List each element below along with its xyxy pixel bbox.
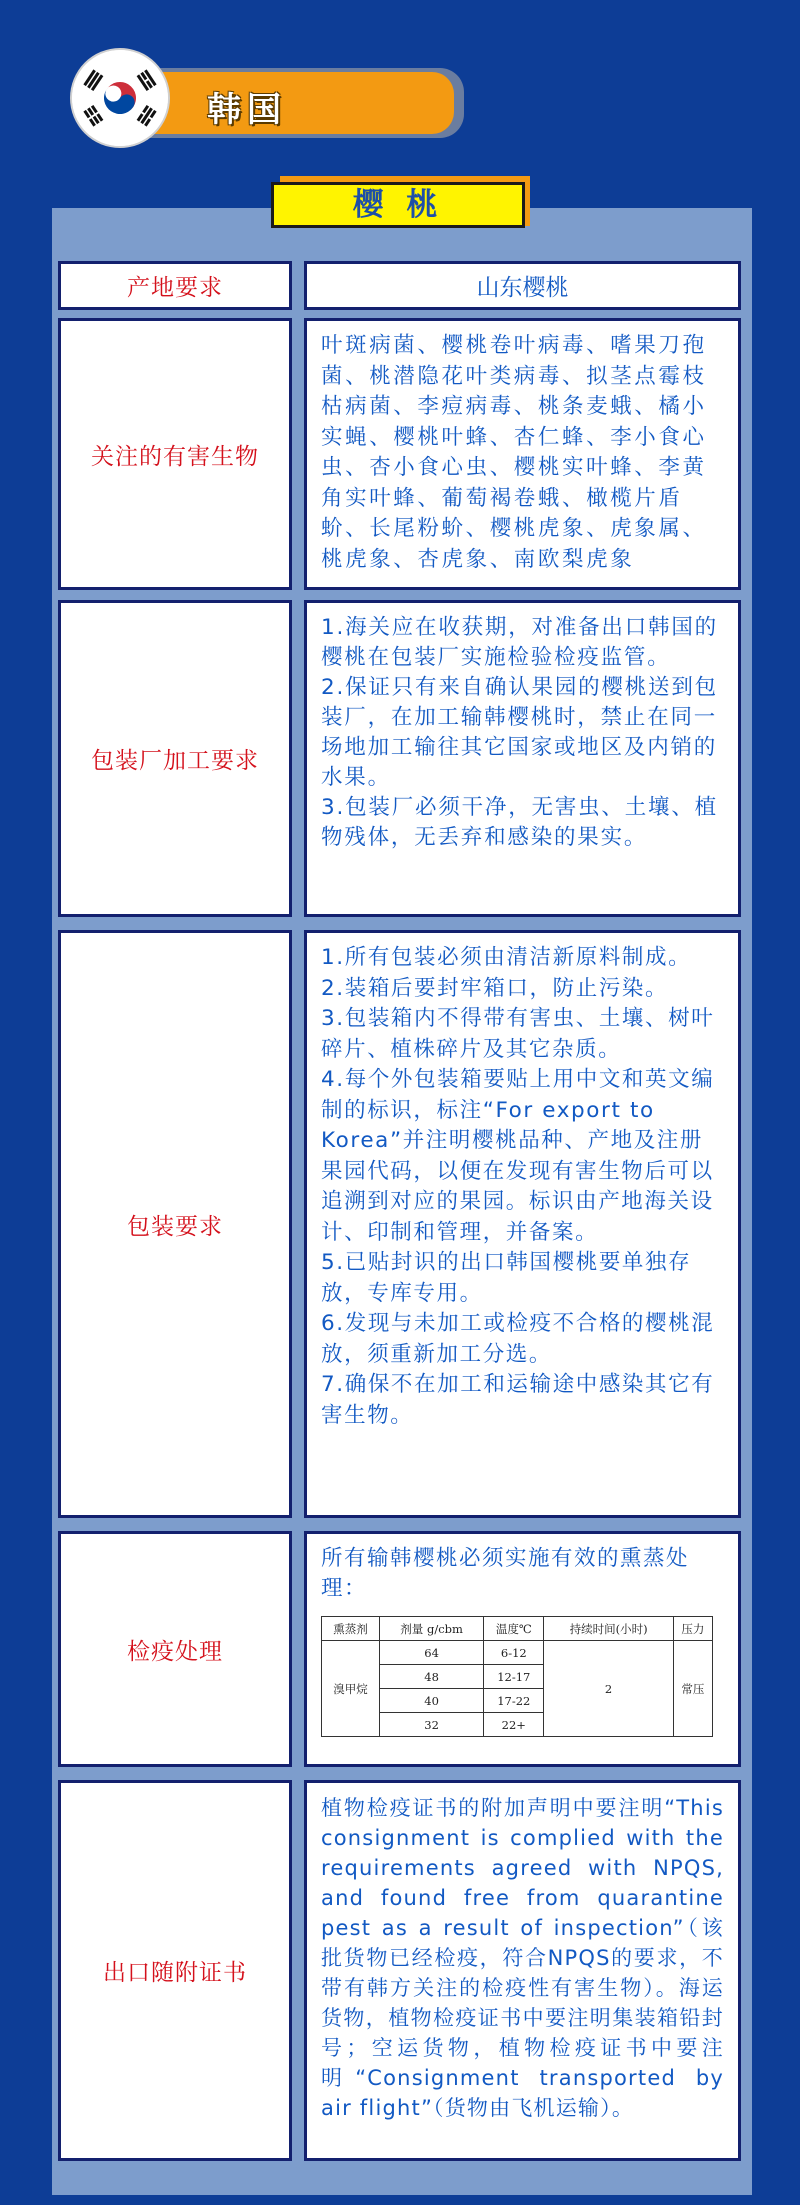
packaging-item: 3.包装箱内不得带有害虫、土壤、树叶碎片、植株碎片及其它杂质。	[321, 1006, 715, 1062]
packing-house-item: 1.海关应在收获期，对准备出口韩国的樱桃在包装厂实施检验检疫监管。	[321, 615, 718, 670]
packing-house-label: 包装厂加工要求	[91, 748, 259, 774]
pressure-cell: 常压	[673, 1641, 712, 1737]
origin-label-cell	[58, 261, 292, 310]
dose-cell: 32	[380, 1713, 484, 1737]
packing-house-value-cell	[304, 600, 741, 917]
packaging-label: 包装要求	[127, 1213, 223, 1240]
quarantine-intro: 所有输韩樱桃必须实施有效的熏蒸处理：	[321, 1546, 690, 1601]
packing-house-label-cell	[58, 600, 292, 917]
packaging-value-cell	[304, 930, 741, 1518]
temp-cell: 22+	[484, 1713, 544, 1737]
certificate-label: 出口随附证书	[103, 1960, 247, 1986]
origin-value-cell	[304, 261, 741, 310]
header-bar	[136, 72, 454, 134]
south-korea-flag-icon	[72, 50, 168, 146]
table-header: 压力	[673, 1617, 712, 1641]
temp-cell: 12-17	[484, 1665, 544, 1689]
certificate-value: 植物检疫证书的附加声明中要注明“This consignment is complied with the requirements agreed with NPQS, and found free from quarantine pest as a result of inspection”（该批货物已经检疫，符合NPQS的要求，不带有韩方关注的检疫性有害生物）。海运货物，植物检疫证书中要注明集装箱铅封号；空运货物，植物检疫证书中要注明“Consignment transported by air flight”（货物由飞机运输）。	[321, 1796, 724, 2120]
packing-house-item: 2.保证只有来自确认果园的樱桃送到包装厂，在加工输韩樱桃时，禁止在同一场地加工输往其它国家或地区及内销的水果。	[321, 675, 718, 790]
pests-value: 叶斑病菌、樱桃卷叶病毒、嗜果刀孢菌、桃潜隐花叶类病毒、拟茎点霉枝枯病菌、李痘病毒、桃条麦蛾、橘小实蝇、樱桃叶蜂、杏仁蜂、李小食心虫、杏小食心虫、樱桃实叶蜂、李黄角实叶蜂、葡萄褐卷蛾、橄榄片盾蚧、长尾粉蚧、樱桃虎象、虎象属、桃虎象、杏虎象、南欧梨虎象	[321, 333, 707, 572]
country-name: 韩国	[207, 90, 287, 130]
quarantine-label-cell	[58, 1531, 292, 1767]
country-header	[72, 50, 402, 150]
table-header: 持续时间(小时)	[544, 1617, 673, 1641]
packing-house-requirements	[307, 603, 738, 861]
table-header-row	[322, 1617, 713, 1641]
origin-value: 山东樱桃	[476, 275, 569, 301]
dose-cell: 48	[380, 1665, 484, 1689]
table-header: 温度℃	[484, 1617, 544, 1641]
product-title	[271, 182, 525, 228]
product-name: 樱 桃	[352, 187, 444, 223]
certificate-value-cell	[304, 1780, 741, 2161]
fumigation-table	[321, 1616, 713, 1737]
packaging-item: 5.已贴封识的出口韩国樱桃要单独存放，专库专用。	[321, 1250, 692, 1306]
origin-label: 产地要求	[127, 275, 223, 301]
packaging-item: 4.每个外包装箱要贴上用中文和英文编制的标识，标注“For export to Korea”并注明樱桃品种、产地及注册果园代码，以便在发现有害生物后可以追溯到对应的果园。标识由产地海关设计、印制和管理，并备案。	[321, 1067, 715, 1245]
packaging-item: 7.确保不在加工和运输途中感染其它有害生物。	[321, 1372, 715, 1428]
quarantine-value-cell	[304, 1531, 741, 1767]
dose-cell: 40	[380, 1689, 484, 1713]
pests-value-cell	[304, 318, 741, 590]
packaging-item: 6.发现与未加工或检疫不合格的樱桃混放，须重新加工分选。	[321, 1311, 715, 1367]
packing-house-item: 3.包装厂必须干净，无害虫、土壤、植物残体，无丢弃和感染的果实。	[321, 795, 718, 850]
quarantine-label: 检疫处理	[127, 1638, 223, 1665]
packaging-requirements	[307, 933, 738, 1439]
pests-label: 关注的有害生物	[91, 443, 259, 470]
packaging-item: 1.所有包装必须由清洁新原料制成。	[321, 945, 692, 970]
dose-cell: 64	[380, 1641, 484, 1665]
table-header: 熏蒸剂	[322, 1617, 380, 1641]
temp-cell: 6-12	[484, 1641, 544, 1665]
temp-cell: 17-22	[484, 1689, 544, 1713]
duration-cell: 2	[544, 1641, 673, 1737]
pests-label-cell	[58, 318, 292, 590]
certificate-label-cell	[58, 1780, 292, 2161]
table-row	[322, 1641, 713, 1665]
packaging-item: 2.装箱后要封牢箱口，防止污染。	[321, 975, 669, 1001]
table-header: 剂量 g/cbm	[380, 1617, 484, 1641]
packaging-label-cell	[58, 930, 292, 1518]
fumigant-cell: 溴甲烷	[322, 1641, 380, 1737]
